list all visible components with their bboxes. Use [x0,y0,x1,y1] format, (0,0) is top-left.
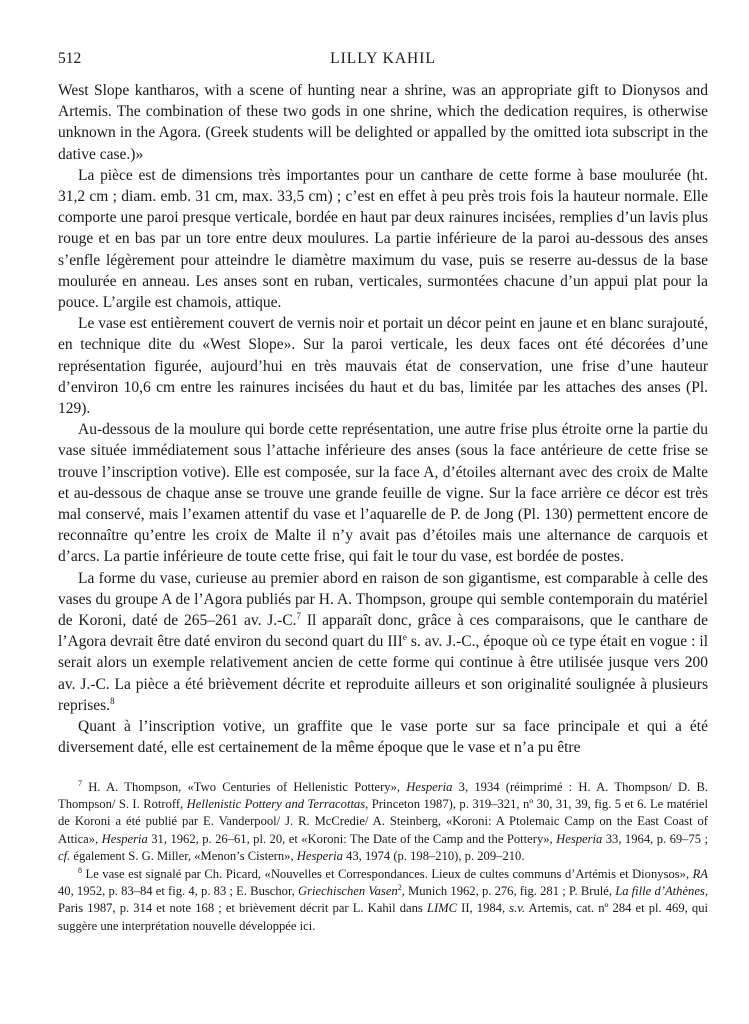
text-run: s. av. J.-C., époque où ce type était en vogue : il serait alors un exemple relativement ancien de cette forme qui continue à être utilisée jusque vers 200 av. J.-C. La pièce a été brièvement décrite et reproduite ailleurs et son originalité soulignée à plusieurs reprises. [58,633,708,714]
paragraph [58,568,708,716]
text-run: , Princeton 1987), p. 319–321, nº 30, 31, 39, fig. 5 et 6. Le matériel de Koroni a été publié par E. Vanderpool/ J. R. McCredie/ A. Steinberg, «Koroni: A Ptolemaic Camp on the East Coast of Attica», [58,796,708,846]
text-run: 33, 1964, p. 69–75 ; [602,831,709,846]
text-run: 43, 1974 (p. 198–210), p. 209–210. [342,849,525,864]
footnote-ref[interactable]: 7 [296,611,302,622]
book-title: Griechischen Vasen [297,883,398,898]
text-run: également S. G. Miller, «Menon’s Cistern», [70,849,297,864]
text-run: Le vase est signalé par Ch. Picard, «Nouvelles et Correspondances. Lieux de cultes communs d’Artémis et Dionysos», [82,866,693,881]
superscript: e [402,632,407,643]
paragraph: La pièce est de dimensions très importantes pour un canthare de cette forme à base moulurée (ht. 31,2 cm ; diam. emb. 31 cm, max. 33,5 cm) ; c’est en effet à peu près trois fois la hauteur normale. Elle comporte une paroi presque verticale, bordée en haut par deux rainures incisées, remplies d’un lavis plus rouge et en bas par un tore entre deux moulures. La partie inférieure de la paroi au-dessous des anses s’enfle légèrement pour atteindre le diamètre maximum du vase, puis se reserre au-dessus de la base moulurée en anneau. Les anses sont en ruban, verticales, surmontées chacune d’un appui plat pour la pouce. L’argile est chamois, attique. [58,166,708,312]
footnote-8 [58,866,708,936]
footnote-ref[interactable]: 8 [110,695,115,706]
paragraph: Au-dessous de la moulure qui borde cette représentation, une autre frise plus étroite orne la partie du vase située immédiatement sous l’attache inférieure des anses (sous la face antérieure de cette frise se trouve l’inscription votive). Elle est composée, sur la face A, d’étoiles alternant avec des croix de Malte et au-dessous de chaque anse se trouve une grande feuille de vigne. Sur la face arrière ce décor est très mal conservé, mais l’examen attentif du vase et l’aquarelle de P. de Jong (Pl. 130) permettent encore de reconnaître qu’entre les croix de Malte il n’y avait pas d’étoiles mais une alternance de carquois et d’arcs. La partie inférieure de toute cette frise, qui fait le tour du vase, est bordée de postes. [58,421,708,566]
superscript: 2 [397,882,402,892]
journal-title: LIMC [426,901,458,916]
journal-title: Hesperia [101,831,148,846]
footnote-number: 7 [78,778,82,788]
book-title: La fille d’Athènes [615,883,705,898]
book-title: Hellenistic Pottery and Terracottas [186,796,366,811]
text-run: Il apparaît donc, grâce à ces comparaisons, que le canthare de l’Agora devrait être daté environ du second quart du III [58,612,708,651]
abbrev: s.v. [509,901,526,916]
text-run: 40, 1952, p. 83–84 et fig. 4, p. 83 ; E. Buschor, [58,883,298,898]
journal-title: Hesperia [296,849,343,864]
text-run: La forme du vase, curieuse au premier abord en raison de son gigantisme, est comparable à celle des vases du groupe A de l’Agora publiés par H. A. Thompson, groupe qui semble contemporain du matériel de Koroni, daté de 265–261 av. J.-C. [58,569,708,630]
text-run: Artemis, cat. nº 284 et pl. 469, qui suggère une interprétation nouvelle développée ici. [58,901,708,933]
footnotes [58,779,708,936]
footnote-7 [58,779,708,866]
text-run: , Paris 1987, p. 314 et note 168 ; et brièvement décrit par L. Kahil dans [58,883,708,916]
paragraph: Le vase est entièrement couvert de vernis noir et portait un décor peint en jaune et en blanc surajouté, en technique dite du «West Slope». Sur la paroi verticale, les deux faces ont été décorées d’une représentation figurée, aujourd’hui en très mauvais état de conservation, une frise d’une hauteur d’environ 10,6 cm entre les rainures incisées du haut et du bas, limitée par les attaches des anses (Pl. 129). [58,315,708,418]
text-run: 3, 1934 (réimprimé : H. A. Thompson/ D. B. Thompson/ S. I. Rotroff, [58,779,709,811]
page-number: 512 [58,50,82,67]
main-text [58,80,708,759]
text-run: II, 1984, [457,901,510,916]
journal-title: RA [692,866,708,881]
text-run: 31, 1962, p. 26–61, pl. 20, et «Koroni: The Date of the Camp and the Pottery», [147,831,557,846]
text-run: H. A. Thompson, «Two Centuries of Hellenistic Pottery», [82,779,407,794]
journal-title: Hesperia [406,779,453,794]
page [58,50,708,935]
paragraph: Quant à l’inscription votive, un graffite que le vase porte sur sa face principale et qui a été diversement daté, elle est certainement de la même époque que le vase et n’a pu être [58,718,708,757]
text-run: , Munich 1962, p. 276, fig. 281 ; P. Brulé, [401,883,616,898]
running-title: LILLY KAHIL [330,50,436,67]
abbrev: cf. [58,849,71,864]
paragraph: West Slope kantharos, with a scene of hunting near a shrine, was an appropriate gift to Dionysos and Artemis. The combination of these two gods in one shrine, which the dedication requires, is otherwise unknown in the Agora. (Greek students will be delighted or appalled by the omitted iota subscript in the dative case.)» [58,82,708,163]
footnote-number: 8 [78,865,82,875]
page-header [58,50,708,74]
journal-title: Hesperia [556,831,603,846]
